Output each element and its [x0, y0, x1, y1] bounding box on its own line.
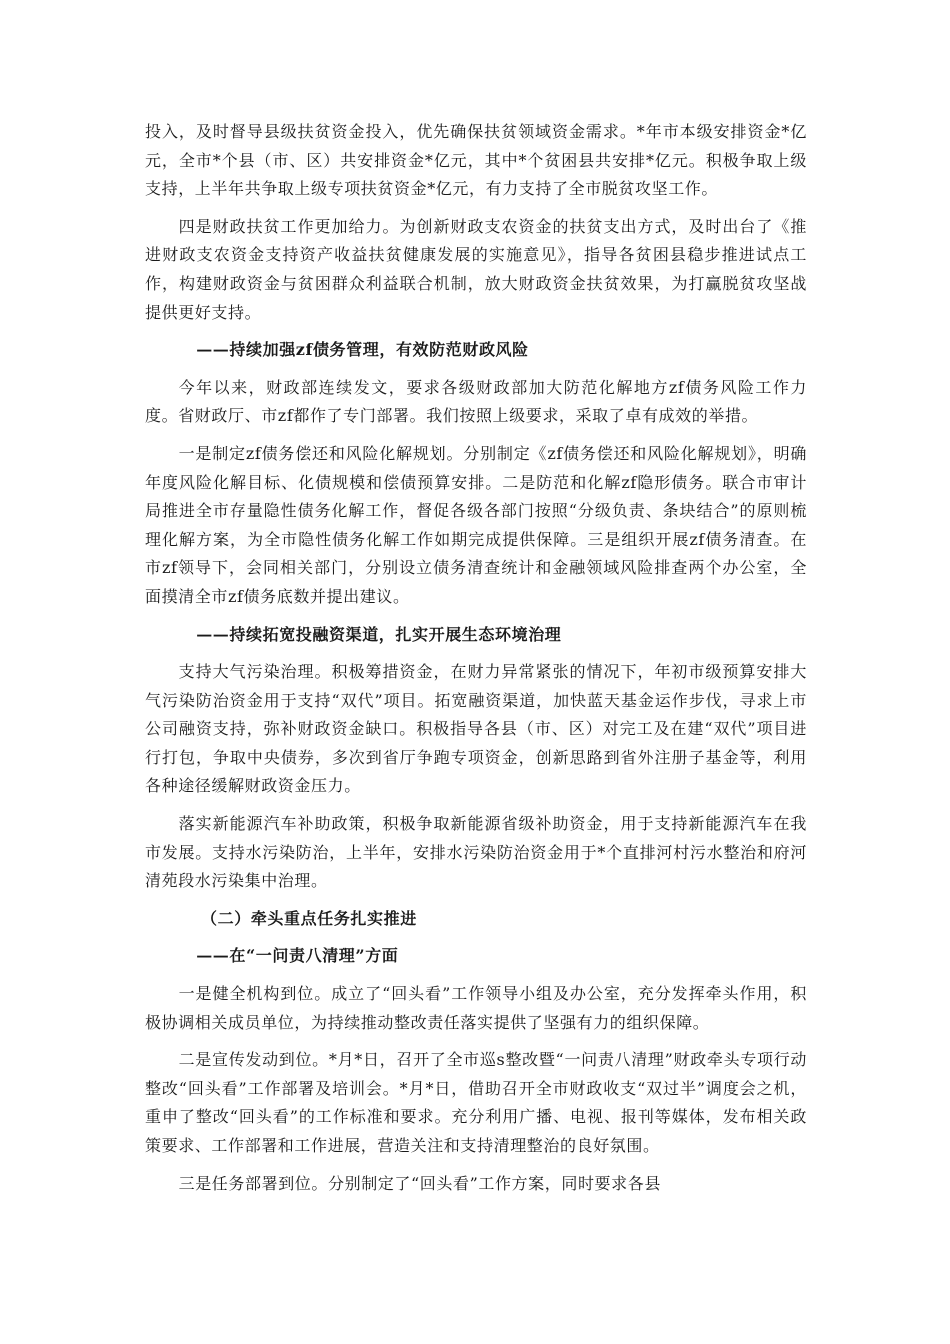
paragraph-new-energy: 落实新能源汽车补助政策，积极争取新能源省级补助资金，用于支持新能源汽车在我市发展。支持水污染防治，上半年，安排水污染防治资金用于*个直排河村污水整治和府河清苑段水污染集中治理。: [145, 814, 807, 891]
paragraph-air-pollution: 支持大气污染治理。积极筹措资金，在财力异常紧张的情况下，年初市级预算安排大气污染防治资金用于支持“双代”项目。拓宽融资渠道，加快蓝天基金运作步伐，寻求上市公司融资支持，弥补财政资金缺口。积极指导各县（市、区）对完工及在建“双代”项目进行打包，争取中央债券，多次到省厅争跑专项资金，创新思路到省外注册子基金等，利用各种途径缓解财政资金压力。: [145, 662, 807, 796]
section-heading-key-tasks: （二）牵头重点任务扎实推进: [201, 908, 417, 928]
document-page: [145, 118, 807, 1207]
paragraph-organization: 一是健全机构到位。成立了“回头看”工作领导小组及办公室，充分发挥牵头作用，积极协调相关成员单位，为持续推动整改责任落实提供了坚强有力的组织保障。: [145, 984, 807, 1032]
section-heading-debt: ——持续加强zf债务管理，有效防范财政风险: [196, 340, 529, 360]
paragraph-task-deployment: 三是任务部署到位。分别制定了“回头看”工作方案，同时要求各县: [178, 1173, 661, 1193]
paragraph-debt-measures: 一是制定zf债务偿还和风险化解规划。分别制定《zf债务偿还和风险化解规划》，明确年度风险化解目标、化债规模和偿债预算安排。二是防范和化解zf隐形债务。联合市审计局推进全市存量隐性债务化解工作，督促各级各部门按照“分级负责、条块结合”的原则梳理化解方案，为全市隐性债务化解工作如期完成提供保障。三是组织开展zf债务清查。在市zf领导下，会同相关部门，分别设立债务清查统计和金融领域风险排查两个办公室，全面摸清全市zf债务底数并提出建议。: [145, 443, 807, 606]
section-heading-accountability: ——在“一问责八清理”方面: [196, 946, 399, 966]
section-heading-financing: ——持续拓宽投融资渠道，扎实开展生态环境治理: [196, 624, 562, 644]
paragraph-continuation: 投入，及时督导县级扶贫资金投入，优先确保扶贫领域资金需求。*年市本级安排资金*亿元，全市*个县（市、区）共安排资金*亿元，其中*个贫困县共安排*亿元。积极争取上级支持，上半年共争取上级专项扶贫资金*亿元，有力支持了全市脱贫攻坚工作。: [145, 122, 807, 199]
paragraph-debt-intro: 今年以来，财政部连续发文，要求各级财政部加大防范化解地方zf债务风险工作力度。省财政厅、市zf都作了专门部署。我们按照上级要求，采取了卓有成效的举措。: [145, 377, 807, 426]
paragraph-poverty-finance: 四是财政扶贫工作更加给力。为创新财政支农资金的扶贫支出方式，及时出台了《推进财政支农资金支持资产收益扶贫健康发展的实施意见》，指导各贫困县稳步推进试点工作，构建财政资金与贫困群众利益联合机制，放大财政资金扶贫效果，为打赢脱贫攻坚战提供更好支持。: [145, 216, 807, 322]
paragraph-publicity: 二是宣传发动到位。*月*日，召开了全市巡s整改暨“一问责八清理”财政牵头专项行动整改“回头看”工作部署及培训会。*月*日，借助召开全市财政收支“双过半”调度会之机，重申了整改“回头看”的工作标准和要求。充分利用广播、电视、报刊等媒体，发布相关政策要求、工作部署和工作进展，营造关注和支持清理整治的良好氛围。: [145, 1050, 807, 1155]
